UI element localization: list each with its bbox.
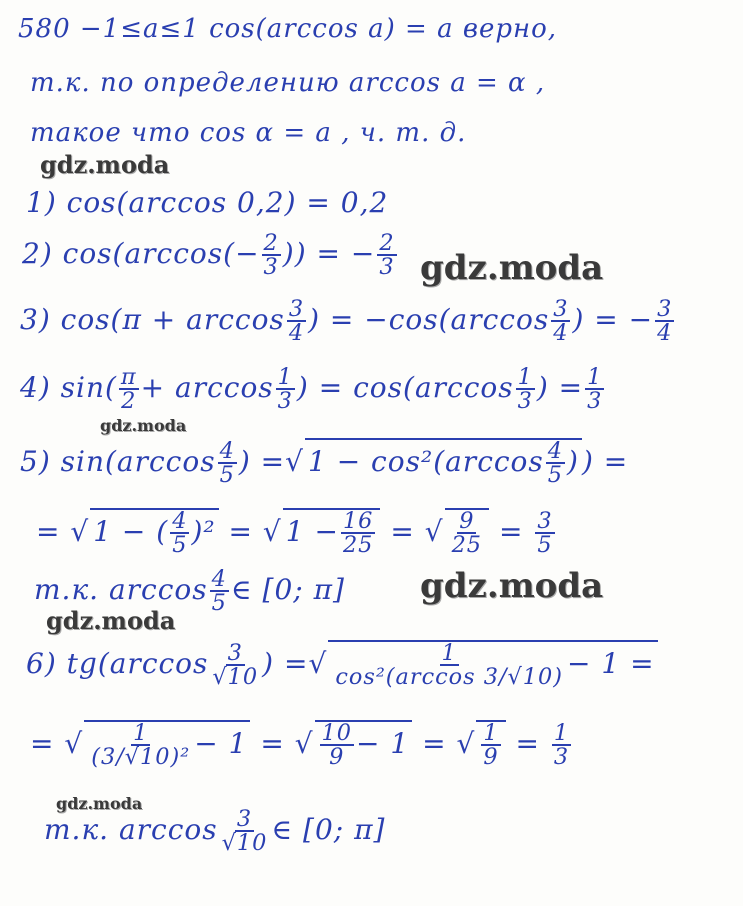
fraction <box>535 510 554 557</box>
item-2 <box>22 232 399 279</box>
fraction <box>220 808 270 855</box>
denominator: 3 <box>517 388 533 415</box>
equals: = <box>36 514 61 548</box>
item-5-a: 5) sin(arccos <box>20 444 216 478</box>
numerator: 1 <box>553 720 570 746</box>
item-6-note <box>44 808 385 855</box>
item-5-f: 1 − ( <box>93 514 169 548</box>
numerator: 1 <box>587 364 603 390</box>
denominator: 5 <box>537 532 553 559</box>
radicand <box>283 508 381 557</box>
fraction <box>551 298 570 345</box>
intro-line-3: такое что cos α = a , ч. т. д. <box>30 118 467 148</box>
numerator: 1 <box>133 720 149 746</box>
fraction <box>333 642 565 689</box>
interval: ∈ [0; π] <box>271 812 386 846</box>
denominator: 3 <box>263 254 279 281</box>
fraction <box>218 440 237 487</box>
radicand <box>84 720 250 769</box>
denominator: 5 <box>211 590 227 617</box>
numerator: 2 <box>379 230 395 256</box>
watermark-1: gdz.moda <box>40 150 170 179</box>
radical-sign: √ <box>70 514 90 548</box>
item-6 <box>26 640 658 689</box>
fraction <box>377 232 396 279</box>
watermark-6: gdz.moda <box>56 794 143 813</box>
equals: = <box>498 514 524 548</box>
fraction <box>655 298 674 345</box>
fraction <box>320 722 355 769</box>
item-3 <box>20 298 676 345</box>
equals: = <box>30 726 55 760</box>
equals: = <box>390 514 415 548</box>
equals: = <box>228 514 253 548</box>
item-3-a: 3) cos(π + arccos <box>20 302 285 336</box>
note-text: т.к. arccos <box>34 572 208 606</box>
denominator: 3 <box>587 388 603 415</box>
item-4-a: 4) sin( <box>20 370 117 404</box>
radical-sign: √ <box>64 726 84 760</box>
watermark-3: gdz.moda <box>100 416 187 435</box>
denominator: 9 <box>483 744 499 771</box>
numerator: 3 <box>288 296 305 322</box>
fraction <box>170 510 189 557</box>
item-4 <box>20 366 606 413</box>
radical-sign: √ <box>262 514 282 548</box>
item-5-cont <box>36 508 557 557</box>
item-4-b: + arccos <box>140 370 274 404</box>
denominator: 4 <box>288 320 305 347</box>
numerator: 4 <box>219 438 235 464</box>
denominator: cos²(arccos 3/√10) <box>335 664 564 691</box>
intro-line-2: т.к. по определению arccos a = α , <box>30 68 546 98</box>
radical-sign: √ <box>285 444 304 478</box>
item-1: 1) cos(arccos 0,2) = 0,2 <box>26 186 389 219</box>
fraction <box>585 366 604 413</box>
numerator: 2 <box>263 230 279 256</box>
numerator: 4 <box>211 566 227 592</box>
denominator: 3 <box>379 254 395 281</box>
denominator: 9 <box>329 744 345 771</box>
fraction <box>89 722 192 769</box>
item-5-g: )² <box>191 514 216 548</box>
item-6-e: − 1 <box>194 726 248 760</box>
denominator: 3 <box>277 388 293 415</box>
radical-sign: √ <box>424 514 444 548</box>
numerator: 10 <box>321 720 353 746</box>
radicand <box>90 508 218 557</box>
item-6-b: ) = <box>262 646 309 680</box>
denominator: 25 <box>451 532 483 559</box>
fraction <box>546 440 565 487</box>
equals: = <box>515 726 540 760</box>
fraction <box>481 722 500 769</box>
item-3-c: ) = − <box>572 302 654 336</box>
item-5 <box>20 438 628 487</box>
item-2-b: )) = − <box>282 236 376 270</box>
equals: = <box>422 726 447 760</box>
denominator: √10 <box>221 830 268 857</box>
numerator: 3 <box>553 296 569 322</box>
item-4-d: ) = <box>536 370 584 404</box>
radicand <box>315 720 413 769</box>
watermark-5: gdz.moda <box>46 606 176 635</box>
fraction <box>516 366 535 413</box>
denominator: √10 <box>212 664 259 691</box>
numerator: 3 <box>657 296 673 322</box>
radical-sign: √ <box>294 726 314 760</box>
fraction <box>210 568 229 615</box>
fraction <box>210 642 260 689</box>
watermark-2: gdz.moda <box>420 248 604 288</box>
numerator: 3 <box>236 806 253 832</box>
fraction <box>119 366 139 413</box>
fraction <box>450 510 485 557</box>
radicand <box>445 508 490 557</box>
radicand <box>476 720 505 769</box>
item-6-c: − 1 = <box>567 646 655 680</box>
denominator: 25 <box>342 532 374 559</box>
radicand <box>328 640 657 689</box>
fraction <box>276 366 295 413</box>
item-4-c: ) = cos(arccos <box>296 370 514 404</box>
item-2-a: 2) cos(arccos(− <box>22 236 260 270</box>
item-5-c: 1 − cos²(arccos <box>307 444 544 478</box>
numerator: 4 <box>547 438 564 464</box>
numerator: 1 <box>483 720 499 746</box>
note-text: т.к. arccos <box>44 812 218 846</box>
denominator: 5 <box>219 462 235 489</box>
numerator: 16 <box>342 508 374 534</box>
interval: ∈ [0; π] <box>230 572 345 606</box>
item-5-i: 1 − <box>285 514 339 548</box>
equals: = <box>260 726 285 760</box>
numerator: 3 <box>227 640 243 666</box>
denominator: 5 <box>172 532 188 559</box>
denominator: 5 <box>547 462 564 489</box>
item-3-b: ) = −cos(arccos <box>308 302 550 336</box>
fraction <box>287 298 306 345</box>
item-6-a: 6) tg(arccos <box>26 646 209 680</box>
numerator: 1 <box>441 640 457 666</box>
numerator: 1 <box>517 364 533 390</box>
radical-sign: √ <box>456 726 476 760</box>
fraction <box>552 722 571 769</box>
fraction <box>262 232 281 279</box>
denominator: 4 <box>553 320 569 347</box>
denominator: (3/√10)² <box>91 744 191 771</box>
radicand: 1 − cos²(arccos $\frac{4}{5}$ ) <box>305 438 582 487</box>
fraction <box>341 510 376 557</box>
numerator: π <box>120 364 137 390</box>
numerator: 4 <box>172 508 188 534</box>
numerator: 3 <box>537 508 553 534</box>
item-6-cont <box>30 720 573 769</box>
denominator: 3 <box>553 744 570 771</box>
numerator: 1 <box>277 364 293 390</box>
denominator: 4 <box>657 320 673 347</box>
item-6-g: − 1 <box>356 726 410 760</box>
radical-sign: √ <box>308 646 328 680</box>
intro-line-1: 580 −1≤a≤1 cos(arccos a) = a верно, <box>18 14 558 44</box>
item-5-b: ) = <box>238 444 286 478</box>
denominator: 2 <box>121 388 137 415</box>
numerator: 9 <box>459 508 475 534</box>
watermark-4: gdz.moda <box>420 566 604 606</box>
item-5-d: ) = <box>581 444 629 478</box>
